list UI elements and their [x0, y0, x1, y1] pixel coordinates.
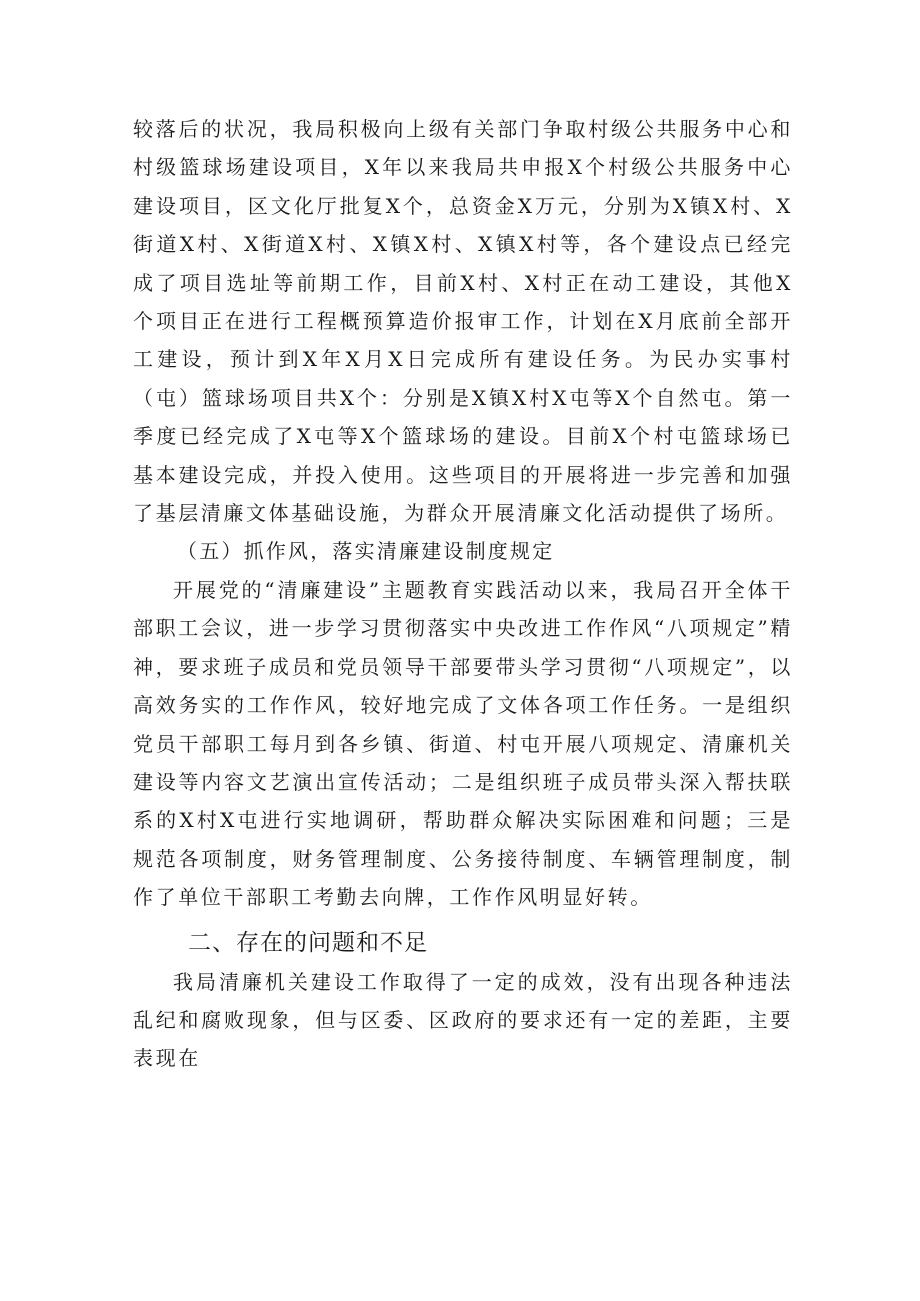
section-heading: 二、存在的问题和不足 [188, 929, 428, 956]
document-body [133, 110, 793, 1078]
section-subheading: （五）抓作风，落实清廉建设制度规定 [177, 539, 555, 564]
paragraph-work-style: 开展党的“清廉建设”主题教育实践活动以来，我局召开全体干部职工会议，进一步学习贯彻落实中央改进工作作风“八项规定”精神，要求班子成员和党员领导干部要带头学习贯彻“八项规定”，以高效务实的工作作风，较好地完成了文体各项工作任务。一是组织党员干部职工每月到各乡镇、街道、村屯开展八项规定、清廉机关建设等内容文艺演出宣传活动；二是组织班子成员带头深入帮扶联系的X村X屯进行实地调研，帮助群众解决实际困难和问题；三是规范各项制度，财务管理制度、公务接待制度、车辆管理制度，制作了单位干部职工考勤去向牌，工作作风明显好转。 [133, 577, 793, 910]
paragraph-facilities: 较落后的状况，我局积极向上级有关部门争取村级公共服务中心和村级篮球场建设项目，X年以来我局共申报X个村级公共服务中心建设项目，区文化厅批复X个，总资金X万元，分别为X镇X村、X街道X村、X街道X村、X镇X村、X镇X村等，各个建设点已经完成了项目选址等前期工作，目前X村、X村正在动工建设，其他X个项目正在进行工程概预算造价报审工作，计划在X月底前全部开工建设，预计到X年X月X日完成所有建设任务。为民办实事村（屯）篮球场项目共X个：分别是X镇X村X屯等X个自然屯。第一季度已经完成了X屯等X个篮球场的建设。目前X个村屯篮球场已基本建设完成，并投入使用。这些项目的开展将进一步完善和加强了基层清廉文体基础设施，为群众开展清廉文化活动提供了场所。 [133, 117, 793, 526]
paragraph-problems: 我局清廉机关建设工作取得了一定的成效，没有出现各种违法乱纪和腐败现象，但与区委、区政府的要求还有一定的差距，主要表现在 [133, 969, 793, 1071]
